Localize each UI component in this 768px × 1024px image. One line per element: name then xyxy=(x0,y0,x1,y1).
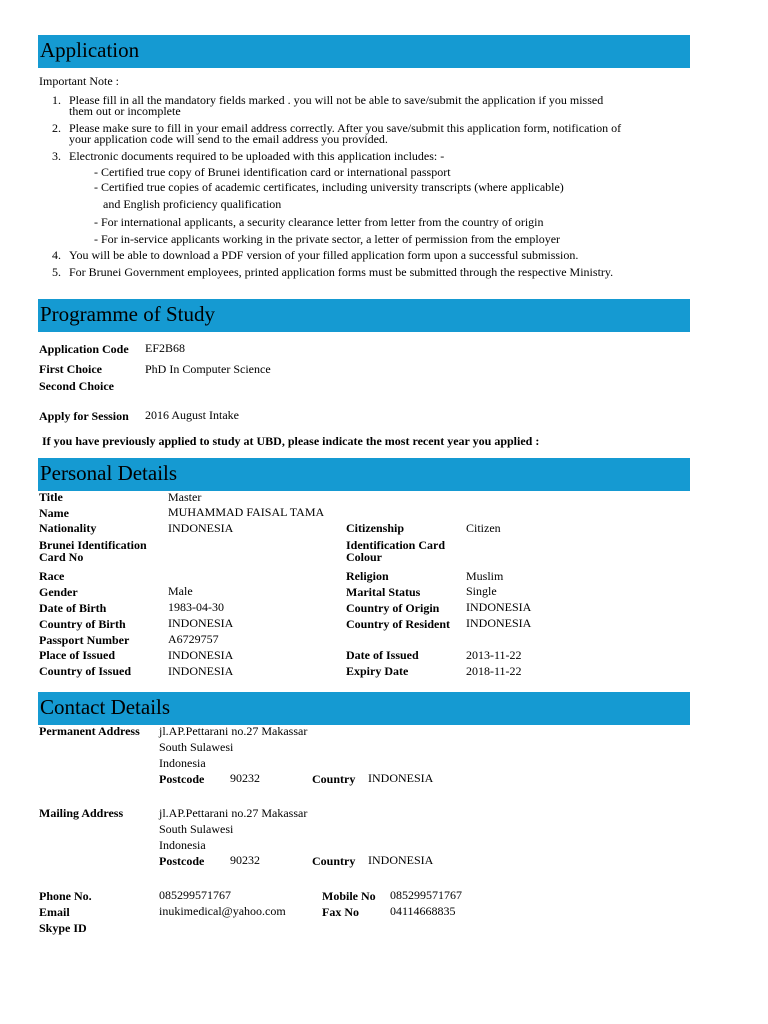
permanent-address-label: Permanent Address xyxy=(39,724,140,738)
email-value: inukimedical@yahoo.com xyxy=(159,904,286,918)
country-of-origin-value: INDONESIA xyxy=(466,600,532,614)
permanent-postcode-label: Postcode xyxy=(159,772,205,786)
gender-label: Gender xyxy=(39,585,78,599)
fax-label: Fax No xyxy=(322,905,359,919)
country-of-issued-label: Country of Issued xyxy=(39,664,132,678)
note-number: 3. xyxy=(52,149,61,163)
fax-value: 04114668835 xyxy=(390,904,456,918)
country-of-birth-label: Country of Birth xyxy=(39,617,126,631)
note-number: 1. xyxy=(52,93,61,107)
application-code-value: EF2B68 xyxy=(145,341,186,355)
note-number: 5. xyxy=(52,265,61,279)
note-item-4: You will be able to download a PDF version of your filled application form upon a successful submission. xyxy=(69,248,579,262)
application-code-label: Application Code xyxy=(39,342,129,356)
skype-label: Skype ID xyxy=(39,921,87,935)
mailing-postcode-label: Postcode xyxy=(159,854,205,868)
date-of-issued-value: 2013-11-22 xyxy=(466,648,522,662)
mobile-value: 085299571767 xyxy=(390,888,462,902)
phone-value: 085299571767 xyxy=(159,888,231,902)
session-value: 2016 August Intake xyxy=(145,408,239,422)
country-of-resident-label: Country of Resident xyxy=(346,617,450,631)
note-item-2: Please make sure to fill in your email address correctly. After you save/submit this application form, notification of your application code will send to the email address you provided. xyxy=(69,121,622,146)
nationality-value: INDONESIA xyxy=(168,521,234,535)
nationality-label: Nationality xyxy=(39,521,97,535)
permanent-country-label: Country xyxy=(312,772,356,786)
dob-value: 1983-04-30 xyxy=(168,600,224,614)
id-card-colour-label: Identification Card Colour xyxy=(346,538,445,564)
second-choice-label: Second Choice xyxy=(39,379,114,393)
dob-label: Date of Birth xyxy=(39,601,107,615)
citizenship-label: Citizenship xyxy=(346,521,405,535)
expiry-date-value: 2018-11-22 xyxy=(466,664,522,678)
religion-value: Muslim xyxy=(466,569,504,583)
note-subitem: - For in-service applicants working in the private sector, a letter of permission from the employer xyxy=(94,232,561,246)
section-title: Contact Details xyxy=(40,695,171,719)
expiry-date-label: Expiry Date xyxy=(346,664,409,678)
country-of-birth-value: INDONESIA xyxy=(168,616,234,630)
mailing-postcode-value: 90232 xyxy=(230,853,260,867)
note-subitem: - Certified true copy of Brunei identification card or international passport xyxy=(94,165,451,179)
permanent-postcode-value: 90232 xyxy=(230,771,260,785)
note-item-3: Electronic documents required to be uploaded with this application includes: - xyxy=(69,149,445,163)
phone-label: Phone No. xyxy=(39,889,92,903)
mailing-address-line3: Indonesia xyxy=(159,838,206,852)
permanent-address-line3: Indonesia xyxy=(159,756,206,770)
first-choice-label: First Choice xyxy=(39,362,102,376)
section-header-personal xyxy=(38,458,690,491)
mailing-address-label: Mailing Address xyxy=(39,806,124,820)
section-title: Application xyxy=(40,38,140,62)
note-subitem: - Certified true copies of academic certificates, including university transcripts (where applicable) xyxy=(94,180,564,194)
mobile-label: Mobile No xyxy=(322,889,376,903)
note-item-1: Please fill in all the mandatory fields marked . you will not be able to save/submit the application if you missed them out or incomplete xyxy=(69,93,604,118)
passport-number-value: A6729757 xyxy=(168,632,219,646)
note-number: 2. xyxy=(52,121,61,135)
note-subitem: - For international applicants, a security clearance letter from letter from the country of origin xyxy=(94,215,544,229)
name-label: Name xyxy=(39,506,69,520)
previous-application-note: If you have previously applied to study at UBD, please indicate the most recent year you applied : xyxy=(42,434,540,448)
religion-label: Religion xyxy=(346,569,389,583)
section-header-contact xyxy=(38,692,690,725)
permanent-address-line1: jl.AP.Pettarani no.27 Makassar xyxy=(159,724,308,738)
mailing-country-value: INDONESIA xyxy=(368,853,434,867)
section-header-programme xyxy=(38,299,690,332)
mailing-address-line2: South Sulawesi xyxy=(159,822,234,836)
title-label: Title xyxy=(39,490,63,504)
session-label: Apply for Session xyxy=(39,409,129,423)
note-subitem: and English proficiency qualification xyxy=(103,197,282,211)
mailing-address-line1: jl.AP.Pettarani no.27 Makassar xyxy=(159,806,308,820)
note-item-5: For Brunei Government employees, printed application forms must be submitted through the respective Ministry. xyxy=(69,265,614,279)
first-choice-value: PhD In Computer Science xyxy=(145,362,271,376)
permanent-country-value: INDONESIA xyxy=(368,771,434,785)
section-title: Personal Details xyxy=(40,461,178,485)
section-title: Programme of Study xyxy=(40,302,215,326)
marital-status-value: Single xyxy=(466,584,497,598)
place-of-issued-label: Place of Issued xyxy=(39,648,115,662)
passport-number-label: Passport Number xyxy=(39,633,130,647)
important-note-heading: Important Note : xyxy=(39,74,119,88)
permanent-address-line2: South Sulawesi xyxy=(159,740,234,754)
mailing-country-label: Country xyxy=(312,854,356,868)
country-of-resident-value: INDONESIA xyxy=(466,616,532,630)
brunei-id-label: Brunei Identification Card No xyxy=(39,538,147,564)
country-of-issued-value: INDONESIA xyxy=(168,664,234,678)
note-number: 4. xyxy=(52,248,61,262)
gender-value: Male xyxy=(168,584,193,598)
title-value: Master xyxy=(168,490,202,504)
email-label: Email xyxy=(39,905,70,919)
country-of-origin-label: Country of Origin xyxy=(346,601,440,615)
date-of-issued-label: Date of Issued xyxy=(346,648,419,662)
section-header-application xyxy=(38,35,690,68)
citizenship-value: Citizen xyxy=(466,521,501,535)
marital-status-label: Marital Status xyxy=(346,585,421,599)
race-label: Race xyxy=(39,569,65,583)
name-value: MUHAMMAD FAISAL TAMA xyxy=(168,505,325,519)
place-of-issued-value: INDONESIA xyxy=(168,648,234,662)
